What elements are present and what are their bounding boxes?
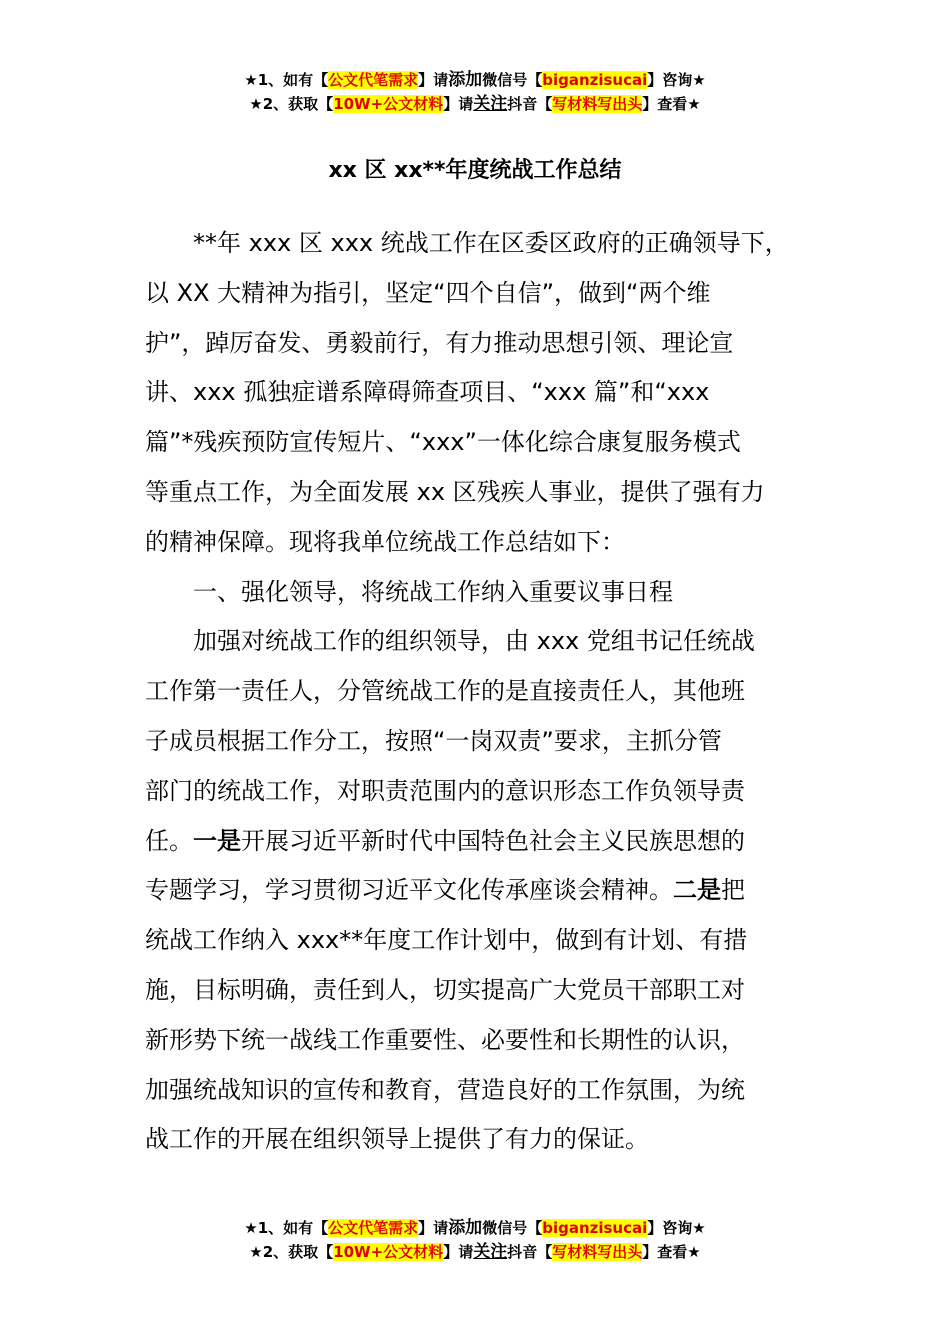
banner-line-1: ★1、如有【公文代笔需求】请添加微信号【biganzisucai】咨询★ (244, 70, 706, 90)
bold-marker: 一是 (193, 826, 241, 855)
document-title: xx 区 xx**年度统战工作总结 (328, 158, 622, 183)
body-line: 加强对统战工作的组织领导，由 xxx 党组书记任统战 (193, 627, 755, 656)
body-line: 讲、xxx 孤独症谱系障碍筛查项目、“xxx 篇”和“xxx (145, 378, 710, 407)
document-body (145, 219, 810, 1165)
body-line: 篇”*残疾预防宣传短片、“xxx”一体化综合康复服务模式 (145, 428, 741, 457)
body-line: 新形势下统一战线工作重要性、必要性和长期性的认识， (145, 1025, 745, 1054)
highlight-wechat-id: biganzisucai (542, 1219, 648, 1237)
header-banner (0, 68, 950, 116)
body-line: 战工作的开展在组织领导上提供了有力的保证。 (145, 1125, 649, 1154)
body-line: 加强统战知识的宣传和教育，营造良好的工作氛围，为统 (145, 1075, 745, 1104)
bold-marker: 二是 (673, 876, 721, 905)
body-line: 统战工作纳入 xxx**年度工作计划中，做到有计划、有措 (145, 926, 748, 955)
footer-banner (0, 1216, 950, 1264)
body-line: 部门的统战工作，对职责范围内的意识形态工作负领导责 (145, 776, 745, 805)
body-line: 子成员根据工作分工，按照“一岗双责”要求，主抓分管 (145, 726, 722, 755)
banner-line-1: ★1、如有【公文代笔需求】请添加微信号【biganzisucai】咨询★ (244, 1218, 706, 1238)
highlight-materials: 10W+公文材料 (333, 95, 444, 113)
highlight-service: 公文代笔需求 (328, 1219, 419, 1237)
highlight-wechat-id: biganzisucai (542, 71, 648, 89)
banner-line-2: ★2、获取【10W+公文材料】请关注抖音【写材料写出头】查看★ (249, 1242, 701, 1262)
banner-line-2: ★2、获取【10W+公文材料】请关注抖音【写材料写出头】查看★ (249, 94, 701, 114)
body-line: **年 xxx 区 xxx 统战工作在区委区政府的正确领导下， (193, 229, 789, 257)
body-line: 等重点工作，为全面发展 xx 区残疾人事业，提供了强有力 (145, 477, 765, 506)
highlight-douyin: 写材料写出头 (552, 95, 643, 113)
body-line: 护”，踔厉奋发、勇毅前行，有力推动思想引领、理论宣 (145, 328, 734, 357)
body-line: 工作第一责任人，分管统战工作的是直接责任人，其他班 (145, 677, 745, 706)
body-line: 的精神保障。现将我单位统战工作总结如下： (145, 527, 625, 556)
body-line: 专题学习，学习贯彻习近平文化传承座谈会精神。二是把 (145, 876, 745, 905)
highlight-douyin: 写材料写出头 (552, 1243, 643, 1261)
body-line: 施，目标明确，责任到人，切实提高广大党员干部职工对 (145, 975, 745, 1004)
section-heading: 一、强化领导，将统战工作纳入重要议事日程 (193, 577, 673, 606)
body-line: 任。一是开展习近平新时代中国特色社会主义民族思想的 (145, 826, 745, 855)
highlight-materials: 10W+公文材料 (333, 1243, 444, 1261)
body-line: 以 XX 大精神为指引，坚定“四个自信”，做到“两个维 (145, 278, 711, 307)
highlight-service: 公文代笔需求 (328, 71, 419, 89)
